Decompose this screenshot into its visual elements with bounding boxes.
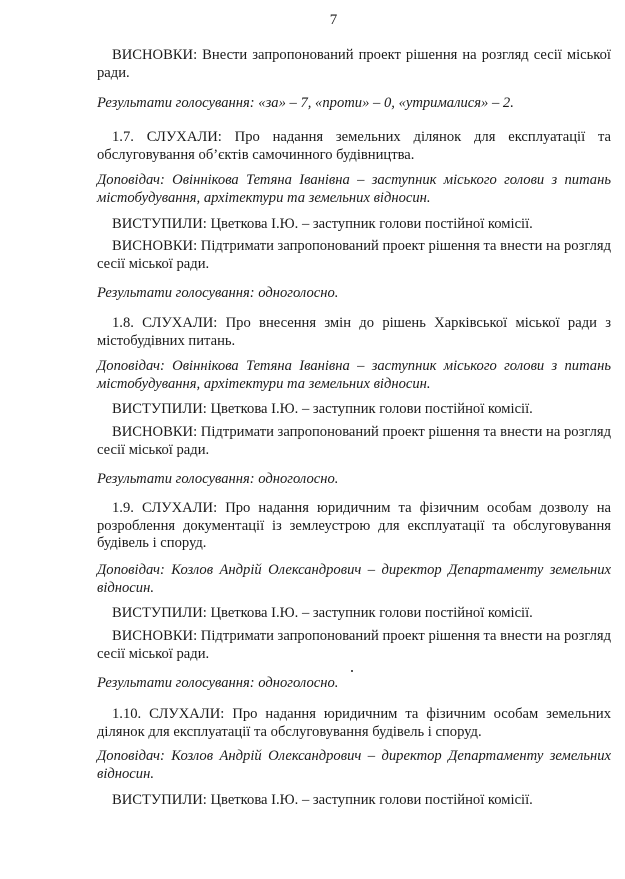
speaker-paragraph: Доповідач: Козлов Андрій Олександрович – директор Департаменту земельних відносин.: [97, 748, 611, 782]
conclusions-paragraph: ВИСНОВКИ: Підтримати запропонований проект рішення та внести на розгляд сесії міської ради.: [97, 238, 611, 272]
speaker-paragraph: Доповідач: Овіннікова Тетяна Іванівна – заступник міського голови з питань містобудування, архітектури та земельних відносин.: [97, 358, 611, 392]
vote-result: Результати голосування: одноголосно.: [97, 675, 339, 691]
speaker-paragraph: Доповідач: Овіннікова Тетяна Іванівна – заступник міського голови з питань містобудування, архітектури та земельних відносин.: [97, 172, 611, 206]
vote-result: Результати голосування: «за» – 7, «проти» – 0, «утрималися» – 2.: [97, 95, 514, 111]
vote-result: Результати голосування: одноголосно.: [97, 471, 339, 487]
spoke-paragraph: ВИСТУПИЛИ: Цветкова І.Ю. – заступник голови постійної комісії.: [112, 401, 533, 417]
spoke-paragraph: ВИСТУПИЛИ: Цветкова І.Ю. – заступник голови постійної комісії.: [112, 792, 533, 808]
page-number: 7: [329, 12, 338, 28]
scan-speck: [351, 670, 353, 672]
spoke-paragraph: ВИСТУПИЛИ: Цветкова І.Ю. – заступник голови постійної комісії.: [112, 605, 533, 621]
conclusions-paragraph: ВИСНОВКИ: Внести запропонований проект рішення на розгляд сесії міської ради.: [97, 47, 611, 81]
heard-paragraph: 1.8. СЛУХАЛИ: Про внесення змін до рішень Харківської міської ради з містобудівних питань.: [97, 315, 611, 349]
heard-paragraph: 1.10. СЛУХАЛИ: Про надання юридичним та фізичним особам земельних ділянок для експлуатації та обслуговування будівель і споруд.: [97, 706, 611, 740]
conclusions-paragraph: ВИСНОВКИ: Підтримати запропонований проект рішення та внести на розгляд сесії міської ради.: [97, 628, 611, 662]
heard-paragraph: 1.7. СЛУХАЛИ: Про надання земельних ділянок для експлуатації та обслуговування об’єктів самочинного будівництва.: [97, 129, 611, 163]
speaker-paragraph: Доповідач: Козлов Андрій Олександрович – директор Департаменту земельних відносин.: [97, 562, 611, 596]
spoke-paragraph: ВИСТУПИЛИ: Цветкова І.Ю. – заступник голови постійної комісії.: [112, 216, 533, 232]
heard-paragraph: 1.9. СЛУХАЛИ: Про надання юридичним та фізичним особам дозволу на розроблення документації із землеустрою для експлуатації та обслуговування будівель і споруд.: [97, 500, 611, 551]
conclusions-paragraph: ВИСНОВКИ: Підтримати запропонований проект рішення та внести на розгляд сесії міської ради.: [97, 424, 611, 458]
vote-result: Результати голосування: одноголосно.: [97, 285, 339, 301]
